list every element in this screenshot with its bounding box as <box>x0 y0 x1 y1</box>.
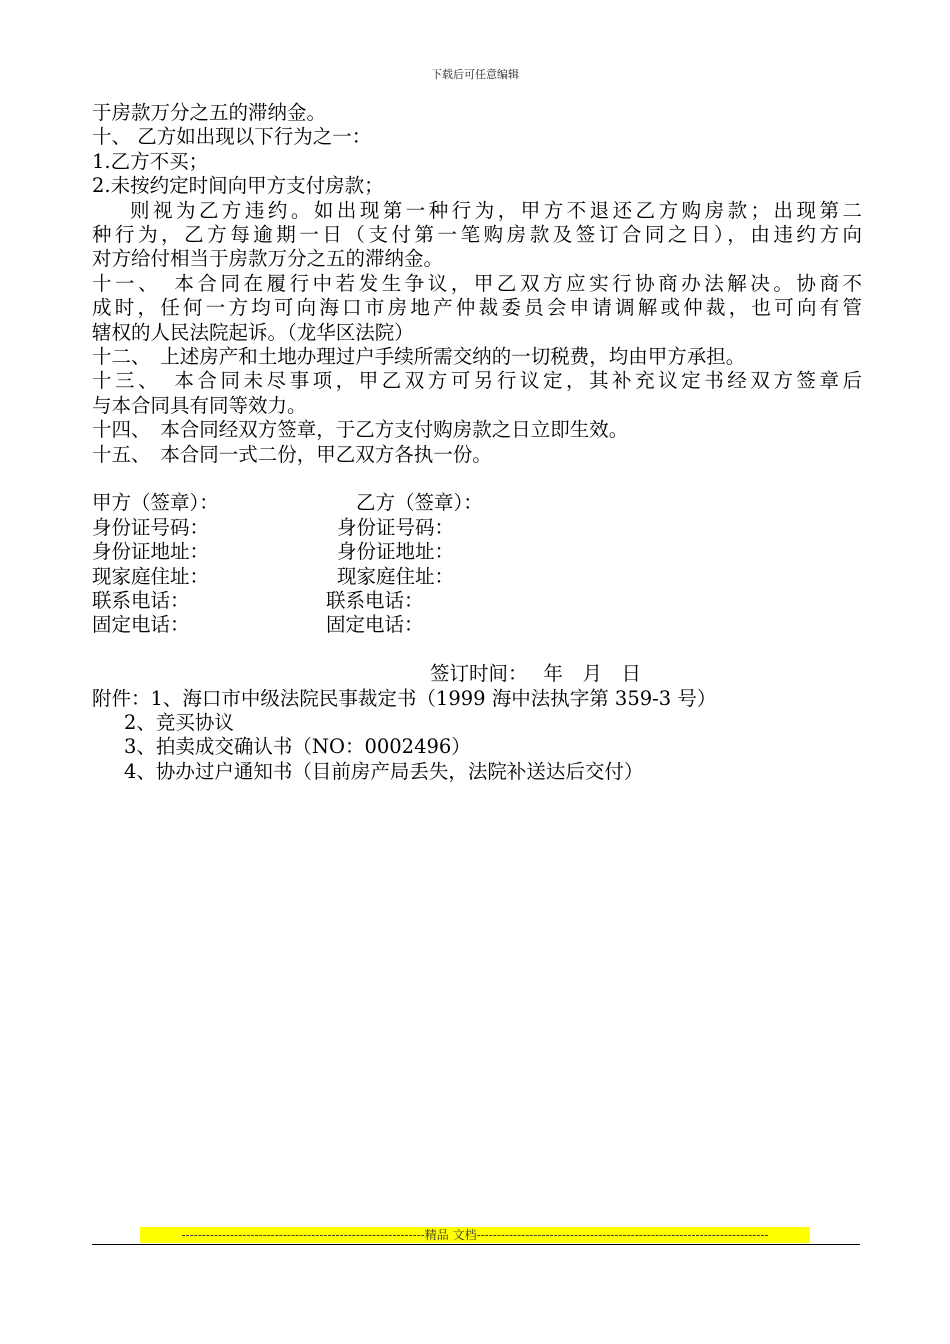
clause-11-line-3: 辖权的人民法院起诉。（龙华区法院） <box>92 320 414 344</box>
clause-11-line-2: 成时，任何一方均可向海口市房地产仲裁委员会申请调解或仲裁，也可向有管 <box>92 296 862 320</box>
clause-10-text-line-2: 种行为，乙方每逾期一日（支付第一笔购房款及签订合同之日），由违约方向 <box>92 223 862 247</box>
signing-date-row <box>92 662 862 686</box>
page-footer-highlight: ------------------------------------------------------------精品 文档------------------------------------------------------------------------ <box>140 1227 810 1243</box>
signature-row-home-address <box>92 565 862 589</box>
party-b-id-address-label: 身份证地址： <box>337 540 455 564</box>
paragraph-late-fee: 于房款万分之五的滞纳金。 <box>92 101 327 124</box>
party-b-landline-label: 固定电话： <box>326 613 424 637</box>
attachment-1: 附件：1、海口市中级法院民事裁定书（1999 海中法执字第 359-3 号） <box>92 686 717 710</box>
party-a-phone-label: 联系电话： <box>92 589 190 613</box>
clause-15: 十五、 本合同一式二份，甲乙双方各执一份。 <box>92 442 492 466</box>
signature-row-party <box>92 491 862 515</box>
signing-date-label: 签订时间： 年 月 日 <box>430 662 641 686</box>
signature-row-phone <box>92 589 862 613</box>
clause-12: 十二、 上述房产和土地办理过户手续所需交纳的一切税费，均由甲方承担。 <box>92 345 746 369</box>
clause-10-text-line-3: 对方给付相当于房款万分之五的滞纳金。 <box>92 247 444 271</box>
contract-body <box>92 101 862 784</box>
attachment-4: 4、协办过户通知书（目前房产局丢失，法院补送达后交付） <box>124 759 644 783</box>
party-a-signature-label: 甲方（签章）： <box>92 491 219 515</box>
party-a-id-address-label: 身份证地址： <box>92 540 210 564</box>
signature-row-id-number <box>92 516 862 540</box>
clause-10-item-2: 2.未按约定时间向甲方支付房款； <box>92 174 384 198</box>
party-b-home-address-label: 现家庭住址： <box>337 564 455 588</box>
clause-13-line-2: 与本合同具有同等效力。 <box>92 393 307 417</box>
clause-10-item-1: 1.乙方不买； <box>92 149 209 173</box>
spacer <box>92 467 862 491</box>
party-b-signature-label: 乙方（签章）： <box>356 491 483 515</box>
clause-11-line-1: 十一、 本合同在履行中若发生争议，甲乙双方应实行协商办法解决。协商不 <box>92 271 862 295</box>
clause-13-line-1: 十三、 本合同未尽事项，甲乙双方可另行议定，其补充议定书经双方签章后 <box>92 369 862 393</box>
clause-10-heading: 十、 乙方如出现以下行为之一： <box>92 125 372 149</box>
party-a-home-address-label: 现家庭住址： <box>92 564 210 588</box>
party-b-id-number-label: 身份证号码： <box>337 515 455 539</box>
party-b-phone-label: 联系电话： <box>326 589 424 613</box>
party-a-id-number-label: 身份证号码： <box>92 515 210 539</box>
party-a-landline-label: 固定电话： <box>92 613 190 637</box>
attachment-3: 3、拍卖成交确认书（NO：0002496） <box>124 735 471 759</box>
attachment-2: 2、竞买协议 <box>124 711 234 735</box>
footer-rule <box>92 1244 860 1245</box>
signature-row-landline <box>92 613 862 637</box>
page-header: 下载后可任意编辑 <box>431 68 519 81</box>
clause-10-text-line-1: 则视为乙方违约。如出现第一种行为，甲方不退还乙方购房款；出现第二 <box>130 198 862 222</box>
clause-14: 十四、 本合同经双方签章，于乙方支付购房款之日立即生效。 <box>92 418 629 442</box>
signature-row-id-address <box>92 540 862 564</box>
spacer <box>92 638 862 662</box>
